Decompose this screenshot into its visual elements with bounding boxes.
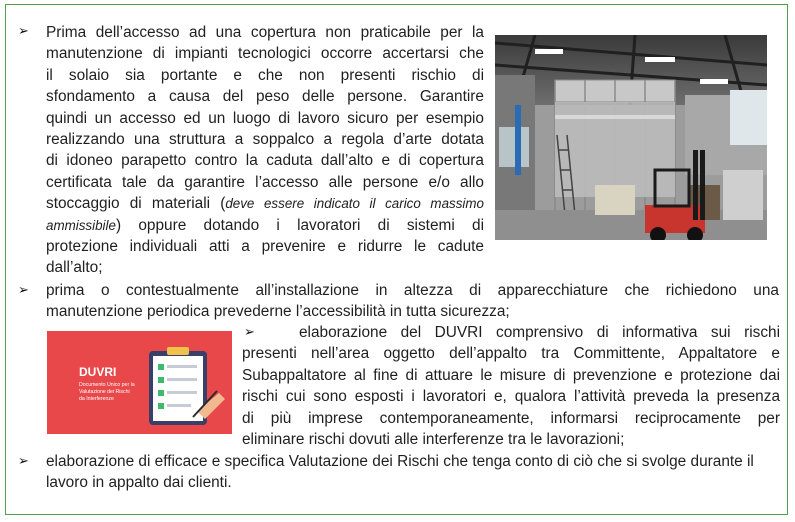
text-line: di più imprese contemporaneamente, informarsi reciprocamente per <box>242 409 780 427</box>
text-line: dall’alto; <box>46 259 103 277</box>
text-line: Prima dell’accesso ad una copertura non praticabile per la <box>46 24 484 41</box>
text-line: presenti nell’area oggetto dell’appalto tra Committente, Appaltatore e <box>242 345 780 363</box>
text-line: eliminare rischi dovuti alle interferenze tra le lavorazioni; <box>242 431 625 449</box>
bullet-arrow-icon: ➢ <box>18 283 29 298</box>
text-line: lavoro in appalto dai clienti. <box>46 474 232 492</box>
bullet-arrow-icon: ➢ <box>18 454 29 469</box>
text-run: ) oppure dotando i lavoratori di sistemi di <box>115 216 484 234</box>
paragraph-accesso-copertura <box>46 22 484 279</box>
paragraph-installazione-altezza <box>46 280 779 323</box>
text-line: prima o contestualmente all’installazione in altezza di apparecchiature che richiedono una <box>46 282 779 299</box>
italic-note: deve essere indicato il carico massimo <box>225 196 485 212</box>
bullet-arrow-icon: ➢ <box>244 325 255 340</box>
text-line: quindi un accesso ed un luogo di lavoro sicuro per esempio <box>46 109 484 127</box>
text-line: manutenzione di impianti tecnologici occorre accertarsi che <box>46 45 484 63</box>
mezzanine-warehouse-photo <box>495 35 767 240</box>
bullet-arrow-icon: ➢ <box>18 24 29 39</box>
text-line: il solaio sia portante e che non presenti rischio di <box>46 66 484 84</box>
italic-note: ammissibile <box>46 217 116 233</box>
duvri-subtitle: Valutazione dei Rischi <box>79 389 130 395</box>
duvri-subtitle: da Interferenze <box>79 396 114 402</box>
text-line: realizzando una struttura a soppalco a regola d’arte dotata <box>46 131 484 149</box>
paragraph-valutazione-rischi <box>46 451 781 494</box>
duvri-subtitle: Documento Unico per la <box>79 382 135 388</box>
text-line: manutenzione periodica prevederne l’accessibilità in tutta sicurezza; <box>46 303 510 321</box>
text-line: elaborazione di efficace e specifica Valutazione dei Rischi che tenga conto di ciò che si svolge durante il <box>46 453 754 470</box>
text-line: certificata tale da garantire l’accesso alle persone e/o allo <box>46 173 484 191</box>
text-line: protezione individuali atti a prevenire e ridurre le cadute <box>46 238 484 256</box>
text-line: elaborazione del DUVRI comprensivo di informativa sui rischi <box>299 324 780 341</box>
text-line <box>46 193 484 214</box>
text-line: di idoneo parapetto contro la caduta dall’alto e di copertura <box>46 152 484 170</box>
text-line: sfondamento a causa del peso delle persone. Garantire <box>46 88 484 106</box>
text-line: rischi cui sono esposti i lavoratori e, qualora l’attività preveda la presenza <box>242 388 780 406</box>
text-run: stoccaggio di materiali ( <box>46 195 226 213</box>
paragraph-duvri <box>242 322 780 450</box>
duvri-graphic <box>47 331 232 434</box>
text-line <box>46 215 484 236</box>
duvri-title: DUVRI <box>79 365 117 379</box>
text-line: Subappaltatore al fine di attuare le misure di prevenzione e protezione dai <box>242 366 780 384</box>
